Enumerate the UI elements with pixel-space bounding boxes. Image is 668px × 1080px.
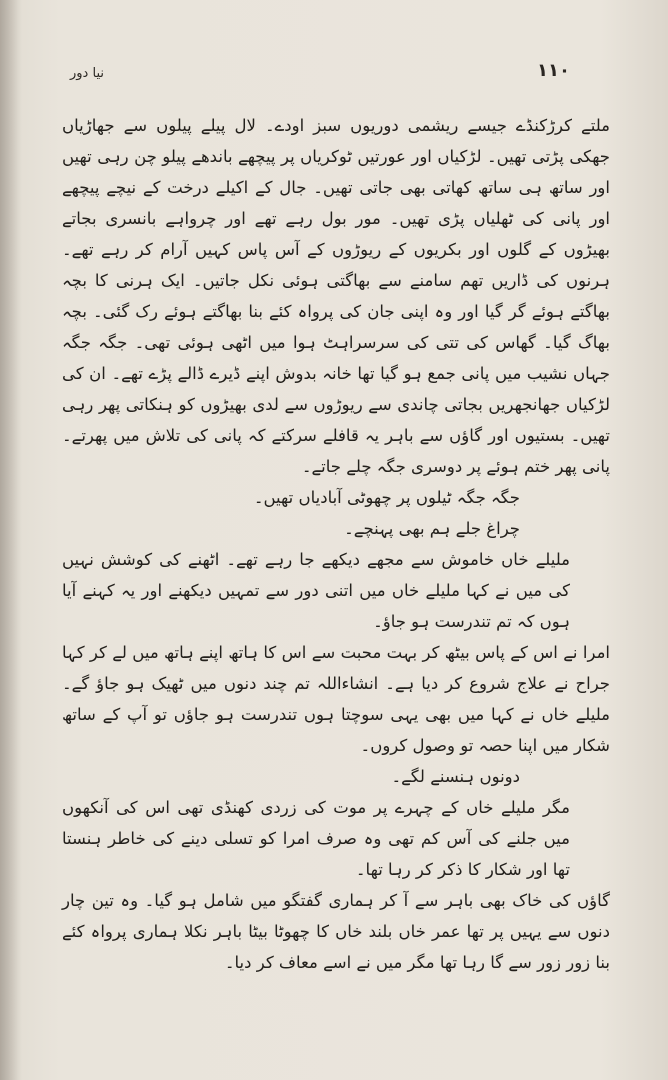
paragraph-7: مگر ملیلے خاں کے چہرے پر موت کی زردی کھنڈی تھی اس کی آنکھوں میں جلنے کی آس کم تھی وہ صرف امرا کو تسلی دینے کی خاطر ہنستا تھا اور شکار کا ذکر کر رہا تھا۔: [62, 798, 570, 879]
paragraph-8: گاؤں کی خاک بھی باہر سے آ کر ہماری گفتگو میں شامل ہو گیا۔ وہ تین چار دنوں سے یہیں پر تھا عمر خاں بلند خاں کا چھوٹا بیٹا باہر نکلا ہماری پرواہ کئے بنا زور زور سے گا رہا تھا مگر میں نے اسے معاف کر دیا۔: [62, 891, 610, 972]
paragraph-1: ملتے کرڑکنڈے جیسے ریشمی دوریوں سبز اودے۔ لال پیلے پیلوں سے جھاڑیاں جھکی پڑتی تھیں۔ لڑکیاں اور عورتیں ٹوکریاں پر پیچھے باندھے پیلو چن رہی تھیں اور ساتھ ہی ساتھ کھاتی بھی جاتی تھیں۔ جال کے اکیلے درخت کے نیچے پیچھے اور پانی کی ٹھلیاں پڑی تھیں۔ مور بول رہے تھے اور چرواہے بانسری بجاتے بھیڑوں کے گلوں اور بکریوں کے ریوڑوں کے آس پاس کہیں آرام کر رہے تھے۔ ہرنوں کی ڈاریں تھم سامنے سے بھاگتی ہوئی نکل جاتیں۔ ایک ہرنی کا بچہ بھاگتے ہوئے گر گیا اور وہ اپنی جان کی پرواہ کئے بنا بھاگتے ہوئے رک گئی۔ بچہ بھاگ گیا۔ گھاس کی تتی کی سرسراہٹ ہوا میں اٹھی ہوئی تھی۔ جگہ جگہ جہاں نشیب میں پانی جمع ہو گیا تھا خانہ بدوش اپنے ڈیرے ڈالے پڑے تھے۔ ان کی لڑکیاں جھانجھریں بجاتی چاندی سے ریوڑوں سے لدی بھیڑوں کو ہنکاتی پھر رہی تھیں۔ بستیوں اور گاؤں سے باہر یہ قافلے سرکتے کہ پانی کی تلاش میں پھرتے۔ پانی پھر ختم ہوئے پر دوسری جگہ چلے جاتے۔: [62, 116, 610, 476]
page-gutter-shadow: [0, 0, 22, 1080]
paragraph-6: دونوں ہنسنے لگے۔: [391, 767, 520, 786]
body-text: [62, 110, 610, 978]
page-number: ۱۱۰: [537, 60, 570, 81]
paragraph-2: جگہ جگہ ٹیلوں پر چھوٹی آبادیاں تھیں۔: [253, 488, 520, 507]
running-title: نیا دور: [70, 66, 104, 81]
page-header: [70, 60, 570, 90]
paragraph-3: چراغ جلے ہم بھی پہنچے۔: [344, 519, 520, 538]
paragraph-5: امرا نے اس کے پاس بیٹھ کر بہت محبت سے اس کا ہاتھ اپنے ہاتھ میں لے کر کہا جراح نے علاج شروع کر دیا ہے۔ انشاءاللہ تم چند دنوں میں ٹھیک ہو جاؤ گے۔ ملیلے خاں نے کہا میں بھی یہی سوچتا ہوں تندرست ہو جاؤں تو آپ کے ساتھ شکار میں اپنا حصہ تو وصول کروں۔: [62, 643, 610, 755]
paragraph-4: ملیلے خاں خاموش سے مجھے دیکھے جا رہے تھے۔ اٹھنے کی کوشش نہیں کی میں نے کہا ملیلے خاں میں اتنی دور سے تمہیں دیکھنے اور یہ کہنے آیا ہوں کہ تم تندرست ہو جاؤ۔: [62, 550, 570, 631]
